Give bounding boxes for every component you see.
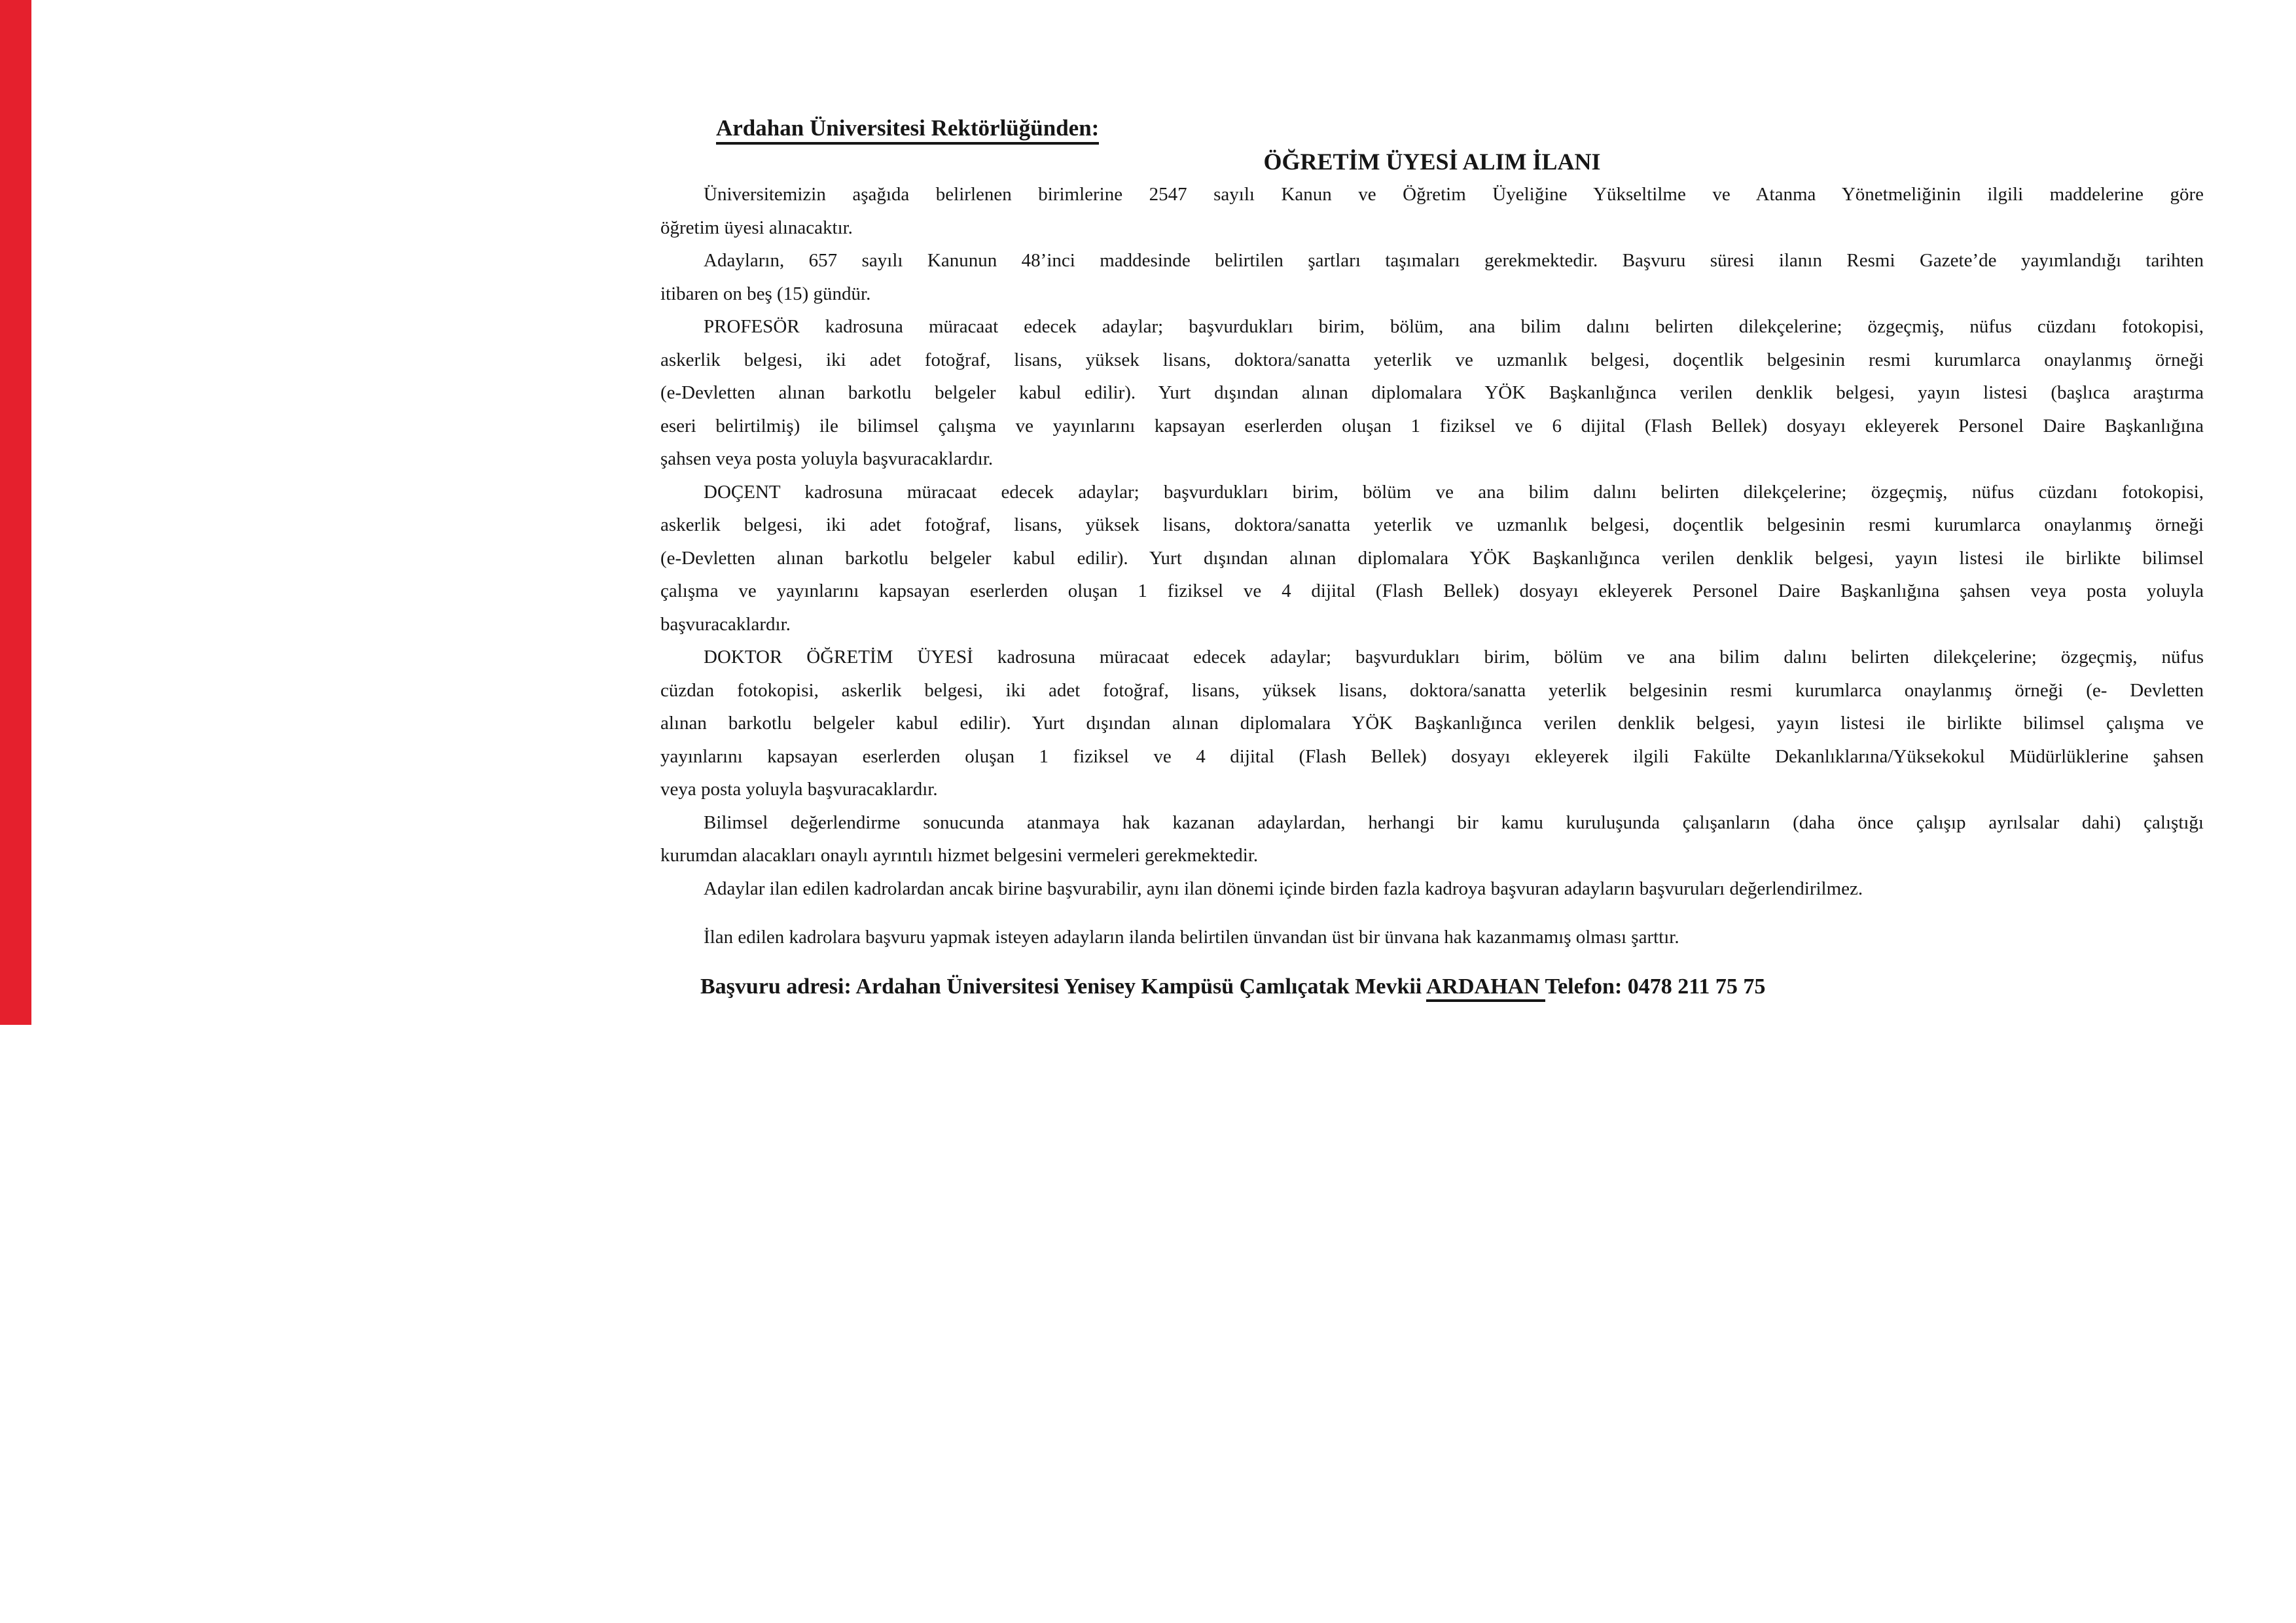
bold-text-segment: Başvuru adresi: Ardahan Üniversitesi Yenisey Kampüsü Çamlıçatak Mevkii: [700, 974, 1426, 999]
document-title: [716, 112, 2204, 145]
application-address-line: [660, 971, 2204, 1004]
document-title-text: Ardahan Üniversitesi Rektörlüğünden:: [716, 115, 1099, 145]
text-line: askerlik belgesi, iki adet fotoğraf, lisans, yüksek lisans, doktora/sanatta yeterlik ve uzmanlık belgesi, doçentlik belgesinin resmi kurumlarca onaylanmış örneği: [660, 349, 2204, 370]
text-line: veya posta yoluyla başvuracaklardır.: [660, 779, 938, 800]
text-line: kurumdan alacakları onaylı ayrıntılı hizmet belgesini vermeleri gerekmektedir.: [660, 845, 1259, 866]
text-line: şahsen veya posta yoluyla başvuracaklardır.: [660, 448, 994, 469]
text-line: alınan barkotlu belgeler kabul edilir). Yurt dışından alınan diplomalara YÖK Başkanlığınca verilen denklik belgesi, yayın listesi ile birlikte bilimsel çalışma ve: [660, 713, 2204, 734]
text-line: yayınlarını kapsayan eserlerden oluşan 1 fiziksel ve 4 dijital (Flash Bellek) dosyayı ekleyerek ilgili Fakülte Dekanlıklarına/Yüksekokul Müdürlüklerine şahsen: [660, 745, 2204, 767]
text-line: öğretim üyesi alınacaktır.: [660, 217, 853, 238]
text-line: PROFESÖR kadrosuna müracaat edecek adaylar; başvurdukları birim, bölüm, ana bilim dalını belirten dilekçelerine; özgeçmiş, nüfus cüzdanı fotokopisi,: [704, 316, 2204, 337]
text-line: başvuracaklardır.: [660, 613, 791, 635]
text-line: Adaylar ilan edilen kadrolardan ancak birine başvurabilir, aynı ilan dönemi içinde birden fazla kadroya başvuran adayların başvuruları değerlendirilmez.: [704, 878, 1863, 899]
left-margin-red-stripe: [0, 0, 31, 1025]
text-line: cüzdan fotokopisi, askerlik belgesi, iki adet fotoğraf, lisans, yüksek lisans, doktora/sanatta yeterlik belgesinin resmi kurumlarca onaylanmış örneği (e- Devletten: [660, 679, 2204, 701]
text-line: Üniversitemizin aşağıda belirlenen birimlerine 2547 sayılı Kanun ve Öğretim Üyeliğine Yükseltilme ve Atanma Yönetmeliğinin ilgili maddelerine göre: [704, 184, 2204, 205]
text-line: (e-Devletten alınan barkotlu belgeler kabul edilir). Yurt dışından alınan diplomalara YÖK Başkanlığınca verilen denklik belgesi, yayın listesi ile birlikte bilimsel: [660, 547, 2204, 569]
text-line: Adayların, 657 sayılı Kanunun 48’inci maddesinde belirtilen şartları taşımaları gerekmektedir. Başvuru süresi ilanın Resmi Gazete’de yayımlandığı tarihten: [704, 250, 2204, 271]
text-line: itibaren on beş (15) gündür.: [660, 283, 871, 304]
announcement-document: [660, 112, 2204, 1003]
text-line: İlan edilen kadrolara başvuru yapmak isteyen adayların ilanda belirtilen ünvandan üst bir ünvana hak kazanmamış olması şarttır.: [704, 927, 1679, 948]
document-heading: ÖĞRETİM ÜYESİ ALIM İLANI: [1263, 148, 1601, 175]
bold-text-segment: Telefon: 0478 211 75 75: [1545, 974, 1766, 999]
text-line: DOKTOR ÖĞRETİM ÜYESİ kadrosuna müracaat edecek adaylar; başvurdukları birim, bölüm ve ana bilim dalını belirten dilekçelerine; özgeçmiş, nüfus: [704, 647, 2204, 668]
text-line: Bilimsel değerlendirme sonucunda atanmaya hak kazanan adaylardan, herhangi bir kamu kuruluşunda çalışanların (daha önce çalışıp ayrılsalar dahi) çalıştığı: [704, 812, 2204, 833]
text-line: eseri belirtilmiş) ile bilimsel çalışma ve yayınlarını kapsayan eserlerden oluşan 1 fiziksel ve 6 dijital (Flash Bellek) dosyayı ekleyerek Personel Daire Başkanlığına: [660, 415, 2204, 437]
text-line: (e-Devletten alınan barkotlu belgeler kabul edilir). Yurt dışından alınan diplomalara YÖK Başkanlığınca verilen denklik belgesi, yayın listesi (başlıca araştırma: [660, 382, 2204, 403]
text-line: çalışma ve yayınlarını kapsayan eserlerden oluşan 1 fiziksel ve 4 dijital (Flash Bellek) dosyayı ekleyerek Personel Daire Başkanlığına şahsen veya posta yoluyla: [660, 580, 2204, 601]
text-line: DOÇENT kadrosuna müracaat edecek adaylar; başvurdukları birim, bölüm ve ana bilim dalını belirten dilekçelerine; özgeçmiş, nüfus cüzdanı fotokopisi,: [704, 481, 2204, 503]
document-body: [660, 178, 2204, 1003]
text-line: askerlik belgesi, iki adet fotoğraf, lisans, yüksek lisans, doktora/sanatta yeterlik ve uzmanlık belgesi, doçentlik belgesinin resmi kurumlarca onaylanmış örneği: [660, 514, 2204, 535]
underlined-city-name: ARDAHAN: [1426, 974, 1545, 1002]
